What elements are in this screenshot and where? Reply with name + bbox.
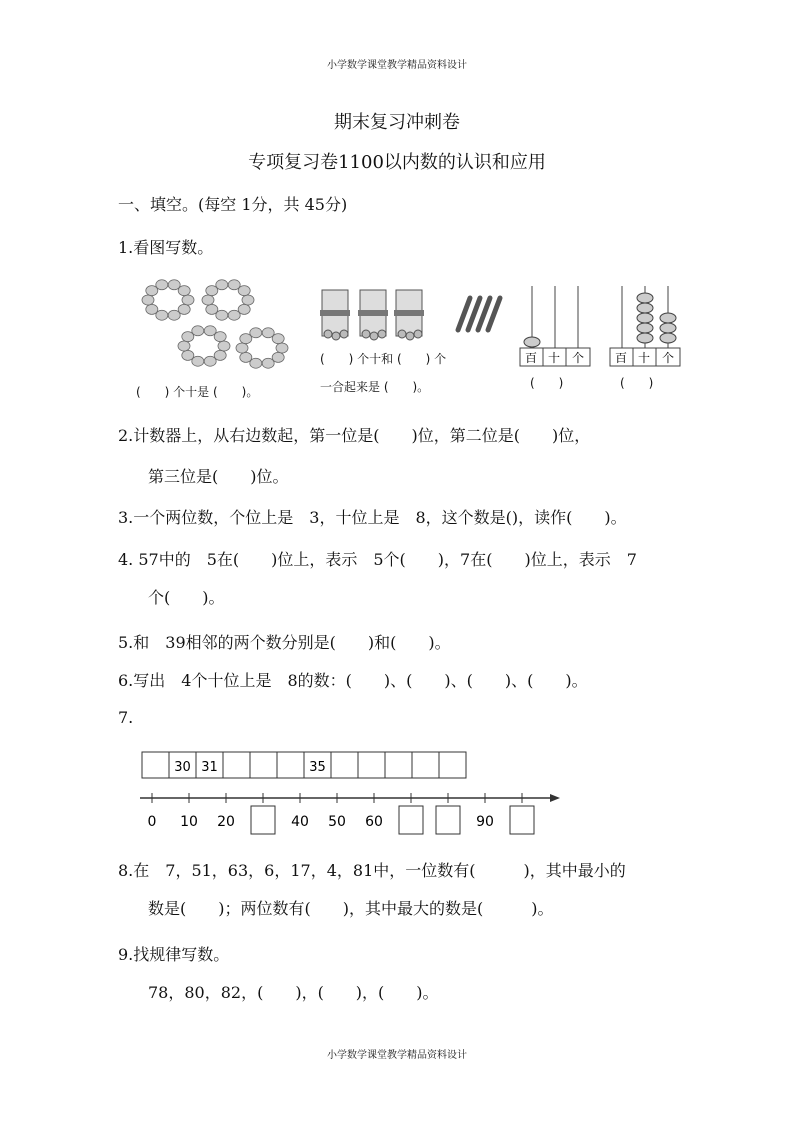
tick-label: 50 [328,814,346,830]
abacus-1-label-hundreds: 百 [524,351,538,365]
abacus-1-label-tens: 十 [547,351,561,365]
abacus-2-label-hundreds: 百 [614,351,628,365]
question-9-line-2: 78，80，82，( )，( )，( )。 [148,983,439,1002]
question-4-line-2: 个( )。 [148,588,225,607]
page-footer: 小学数学课堂教学精品资料设计 [327,1050,467,1061]
question-8-line-1: 8.在 7，51，63，6，17，4，81中，一位数有( )，其中最小的 [118,861,626,880]
question-7-label: 7. [118,708,134,727]
grid-cell [331,752,358,778]
q1-bundles-caption-2: 一合起来是 ( )。 [320,380,430,394]
grid-cell [385,752,412,778]
stick-bundles-illustration [320,290,500,340]
q7-figure [138,748,568,840]
grid-cell [142,752,169,778]
question-8-line-2: 数是( )；两位数有( )，其中最大的数是( )。 [148,899,554,918]
page-header: 小学数学课堂教学精品资料设计 [327,60,467,71]
bead-ring [142,280,194,320]
question-2-line-2: 第三位是( )位。 [148,467,289,486]
grid-cell [250,752,277,778]
grid-cell-number: 30 [174,760,191,775]
number-grid [142,752,466,778]
question-4-line-1: 4. 57中的 5在( )位上，表示 5个( )，7在( )位上，表示 7 [118,550,637,569]
grid-cell [412,752,439,778]
tick-label: 90 [476,814,494,830]
question-6: 6.写出 4个十位上是 8的数：( )、( )、( )、( )。 [118,671,588,690]
grid-cell [277,752,304,778]
q1-abacus-1-blank: ( ) [530,376,564,390]
blank-answer-box [251,806,275,834]
blank-answer-box [436,806,460,834]
question-2-line-1: 2.计数器上，从右边数起，第一位是( )位，第二位是( )位， [118,426,591,445]
abacus-2-label-tens: 十 [637,351,651,365]
exam-subtitle: 专项复习卷1100以内数的认识和应用 [248,152,546,173]
grid-cell [358,752,385,778]
question-9-line-1: 9.找规律写数。 [118,945,230,964]
blank-answer-box [510,806,534,834]
bead-rings-illustration [142,280,288,368]
bead-ring [202,280,254,320]
blank-answer-box [399,806,423,834]
section-heading: 一、填空。(每空 1分，共 45分) [118,195,348,214]
tick-label: 10 [180,814,198,830]
number-line-arrow [550,794,560,802]
grid-cell [223,752,250,778]
tick-label: 40 [291,814,309,830]
q1-bundles-caption-1: ( ) 个十和 ( ) 个 [320,352,447,366]
abacus-1-label-ones: 个 [571,351,585,365]
tick-label: 20 [217,814,235,830]
question-1: 1.看图写数。 [118,238,214,257]
tick-label: 0 [147,814,157,830]
exam-title: 期末复习冲刺卷 [334,112,460,133]
q1-abacus-2-blank: ( ) [620,376,654,390]
abacus-2-label-ones: 个 [661,351,675,365]
number-line-ticks [148,793,534,834]
question-3: 3.一个两位数，个位上是 3，十位上是 8，这个数是()，读作( )。 [118,508,627,527]
question-5: 5.和 39相邻的两个数分别是( )和( )。 [118,633,451,652]
grid-cell-number: 35 [309,760,326,775]
grid-cell [439,752,466,778]
q1-rings-caption: ( ) 个十是 ( )。 [136,385,259,399]
bead-ring [236,328,288,368]
tick-label: 60 [365,814,383,830]
grid-cell-number: 31 [201,760,218,775]
bead-ring [178,326,230,366]
